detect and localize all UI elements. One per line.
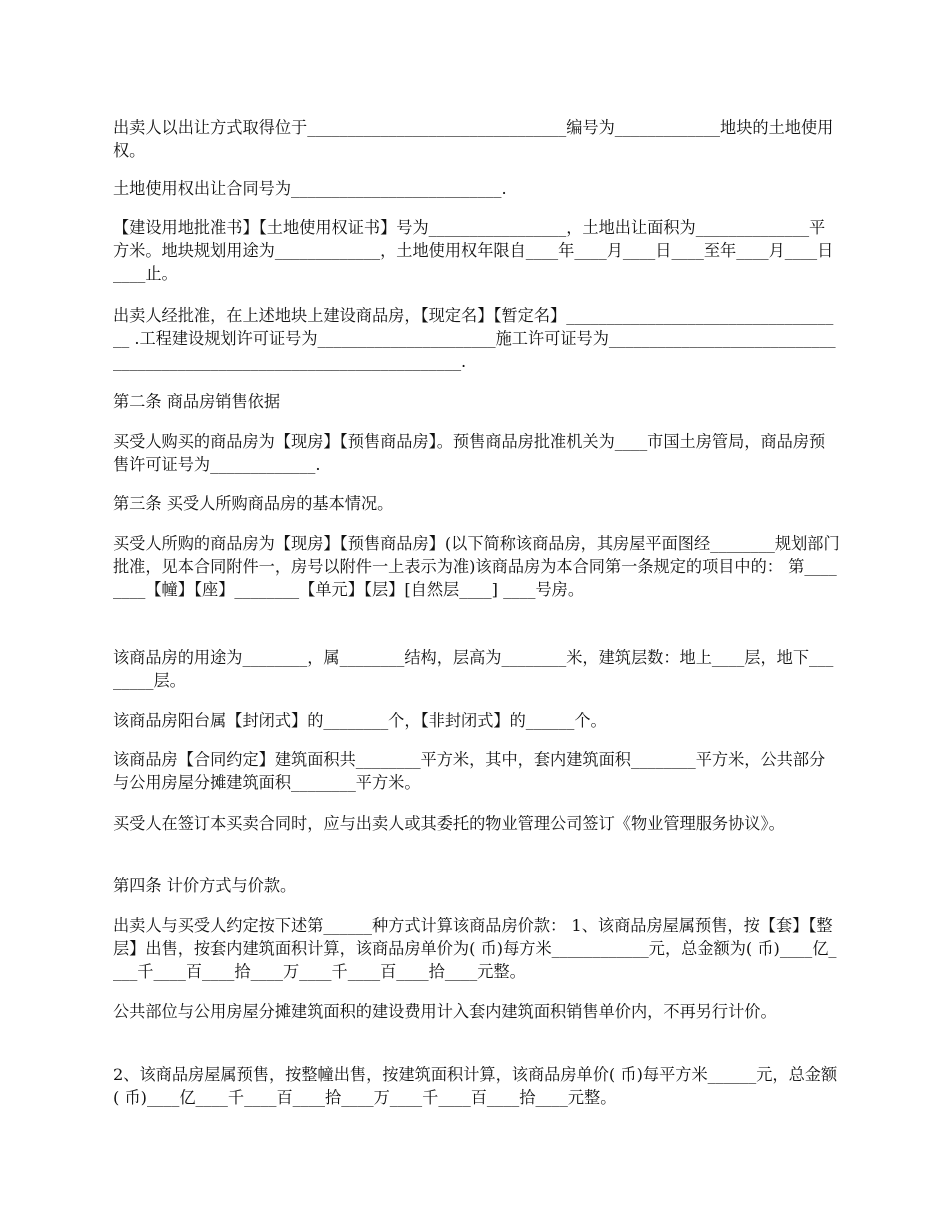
- paragraph-pricing-method-2: 2、该商品房屋属预售，按整幢出售，按建筑面积计算，该商品房单价( 币)每平方米______元，总金额( 币)____亿____千____百____拾____万____千____百____拾____元整。: [113, 1065, 838, 1107]
- paragraph-property-management: 买受人在签订本买卖合同时，应与出卖人或其委托的物业管理公司签订《物业管理服务协议》。: [113, 814, 785, 833]
- paragraph-pricing-method-1: 出卖人与买受人约定按下述第______种方式计算该商品房价款： 1、该商品房屋属预售，按【套】【整层】出售，按套内建筑面积计算，该商品房单价为( 币)每方米____________元，总金额为( 币)____亿____千____百____拾____万____千____百____拾____元整。: [113, 916, 837, 981]
- article-4-heading: 第四条 计价方式与价款。: [113, 876, 297, 895]
- paragraph-construction-permits: 出卖人经批准，在上述地块上建设商品房，【现定名】【暂定名】___________________________________ .工程建设规划许可证号为______________________施工许可证号为_______________________________________________________________________.: [113, 306, 836, 371]
- paragraph-floor-area: 该商品房【合同约定】建筑面积共________平方米，其中，套内建筑面积________平方米，公共部分与公用房屋分摊建筑面积________平方米。: [113, 750, 826, 792]
- paragraph-house-usage: 该商品房的用途为________，属________结构，层高为________米，建筑层数：地上____层，地下________层。: [113, 648, 834, 690]
- article-2-heading: 第二条 商品房销售依据: [113, 392, 281, 411]
- paragraph-house-description: 买受人所购的商品房为【现房】【预售商品房】(以下简称该商品房，其房屋平面图经________规划部门批准，见本合同附件一，房号以附件一上表示为准)该商品房为本合同第一条规定的项目中的： 第________【幢】【座】________【单元】【层】[自然层____] ____号房。: [113, 534, 840, 599]
- article-3-heading: 第三条 买受人所购商品房的基本情况。: [113, 494, 394, 513]
- paragraph-contract-number: 土地使用权出让合同号为__________________________.: [113, 179, 507, 198]
- paragraph-land-certificate: 【建设用地批准书】【土地使用权证书】号为_________________，土地出让面积为______________平方米。地块规划用途为_____________，土地使用权年限自____年____月____日____至年____月____日____止。: [113, 218, 834, 283]
- paragraph-balcony: 该商品房阳台属【封闭式】的________个，【非封闭式】的______个。: [113, 711, 607, 730]
- paragraph-shared-area-cost: 公共部位与公用房屋分摊建筑面积的建设费用计入套内建筑面积销售单价内，不再另行计价。: [113, 1002, 777, 1021]
- paragraph-sale-basis: 买受人购买的商品房为【现房】【预售商品房】。预售商品房批准机关为____市国土房管局，商品房预售许可证号为_____________.: [113, 432, 826, 474]
- paragraph-land-location: 出卖人以出让方式取得位于________________________________编号为_____________地块的土地使用权。: [113, 118, 834, 160]
